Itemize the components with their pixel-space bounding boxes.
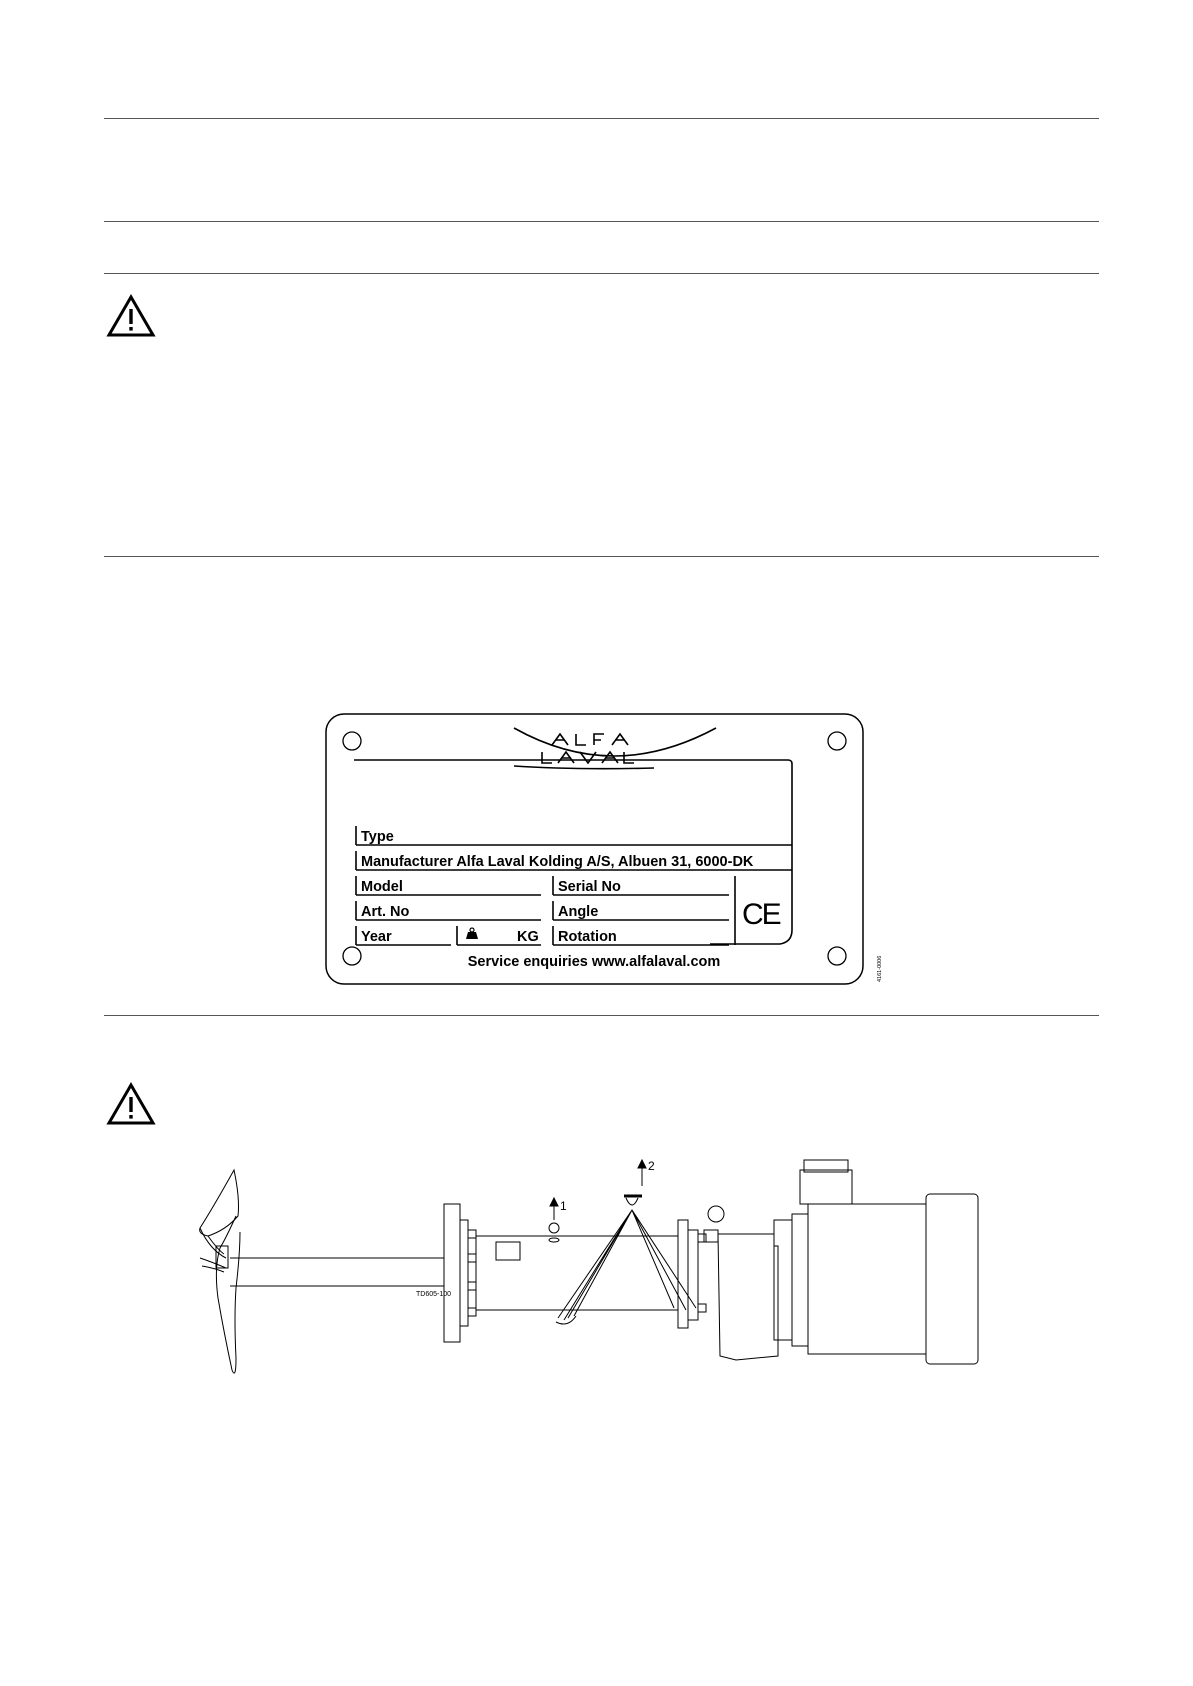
agitator-lifting-drawing bbox=[196, 1158, 1016, 1408]
divider-5 bbox=[104, 1015, 1099, 1016]
service-label: Service enquiries www.alfalaval.com bbox=[467, 954, 721, 970]
warning-triangle-icon bbox=[106, 1082, 156, 1126]
kg-label: KG bbox=[517, 929, 539, 945]
manufacturer-label: Manufacturer Alfa Laval Kolding A/S, Albuen 31, 6000-DK bbox=[361, 854, 754, 870]
warning-triangle-icon bbox=[106, 294, 156, 338]
year-label: Year bbox=[361, 929, 392, 945]
nameplate bbox=[324, 712, 894, 1012]
divider-2 bbox=[104, 221, 1099, 222]
ce-mark: CE bbox=[742, 898, 780, 931]
serial-label: Serial No bbox=[558, 879, 621, 895]
angle-label: Angle bbox=[558, 904, 599, 920]
callout-2: 2 bbox=[648, 1159, 655, 1173]
divider-top bbox=[104, 118, 1099, 119]
logo-text: ALFA LAVAL bbox=[324, 712, 330, 713]
model-label: Model bbox=[361, 879, 403, 895]
divider-4 bbox=[104, 556, 1099, 557]
callout-1: 1 bbox=[560, 1199, 567, 1213]
art-no-label: Art. No bbox=[361, 904, 410, 920]
divider-3 bbox=[104, 273, 1099, 274]
nameplate-figure-code: 4161-0006 bbox=[877, 955, 883, 982]
drawing-figure-code: TD605-100 bbox=[416, 1291, 452, 1298]
propeller bbox=[200, 1170, 240, 1373]
rotation-label: Rotation bbox=[558, 929, 617, 945]
type-label: Type bbox=[361, 829, 394, 845]
